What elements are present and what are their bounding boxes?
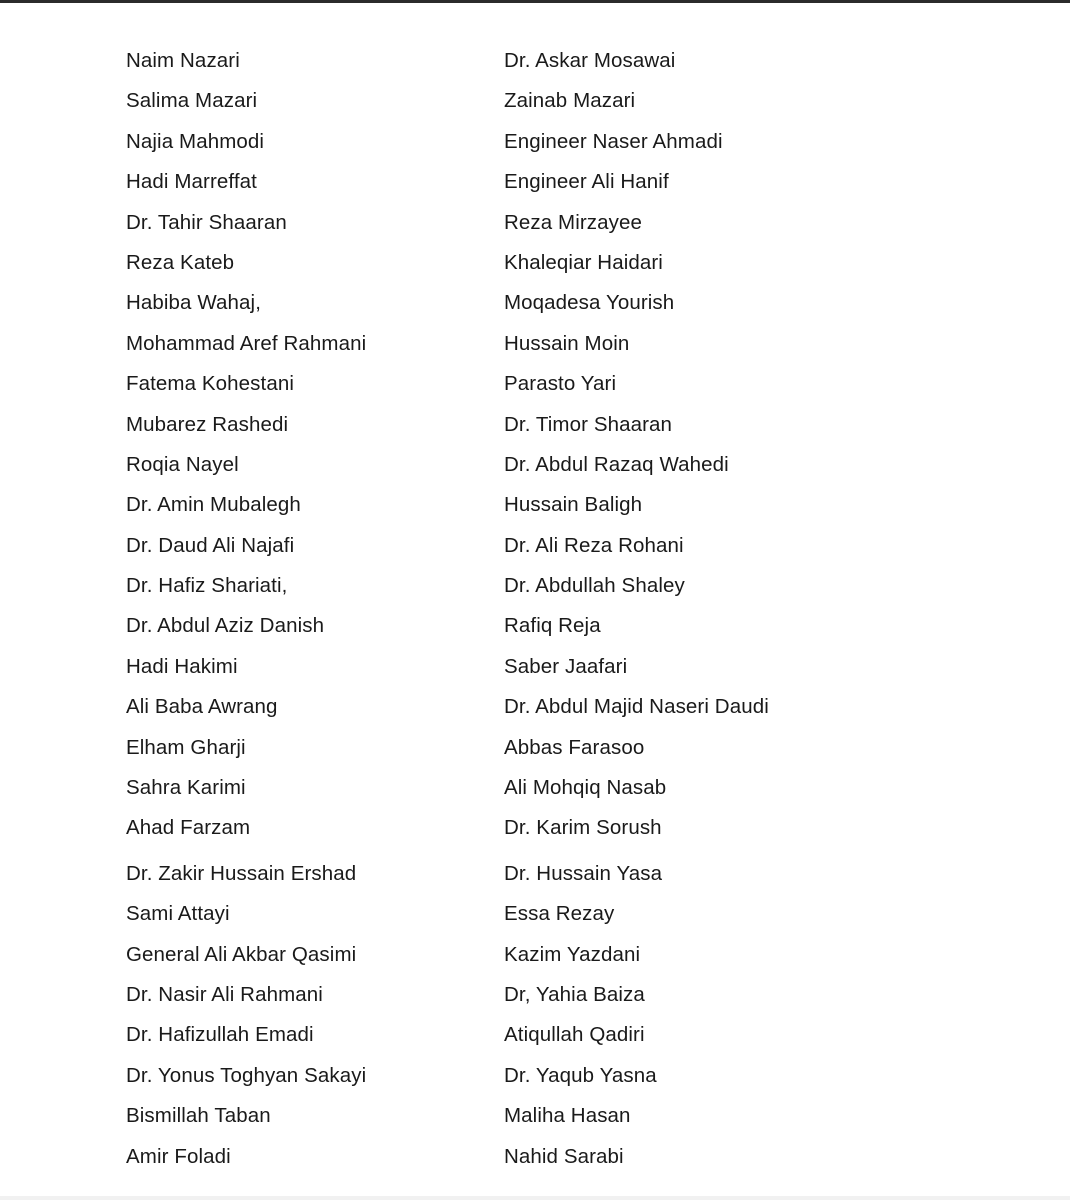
names-column-right bbox=[504, 44, 984, 1180]
name-item: Parasto Yari bbox=[504, 372, 617, 396]
name-item: Dr. Timor Shaaran bbox=[504, 412, 673, 436]
name-item: Dr. Abdul Aziz Danish bbox=[126, 614, 325, 638]
name-item: Atiqullah Qadiri bbox=[504, 1023, 645, 1047]
name-item: Hadi Hakimi bbox=[126, 654, 238, 678]
name-item: Dr. Amin Mubalegh bbox=[126, 493, 301, 517]
name-item: Moqadesa Yourish bbox=[504, 291, 675, 315]
name-item: Habiba Wahaj, bbox=[126, 291, 262, 315]
name-item: Dr. Askar Mosawai bbox=[504, 49, 676, 72]
name-item: Hadi Marreffat bbox=[126, 170, 257, 194]
name-item: Najia Mahmodi bbox=[126, 129, 265, 153]
name-item: Ahad Farzam bbox=[126, 816, 251, 840]
name-item: Sami Attayi bbox=[126, 902, 230, 926]
name-item: Saber Jaafari bbox=[504, 654, 628, 678]
name-item: Reza Kateb bbox=[126, 250, 235, 274]
name-item: Engineer Ali Hanif bbox=[504, 170, 669, 194]
name-item: Fatema Kohestani bbox=[126, 372, 294, 396]
name-item: Dr. Nasir Ali Rahmani bbox=[126, 983, 323, 1007]
name-item: Dr. Yonus Toghyan Sakayi bbox=[126, 1063, 367, 1087]
name-item: Dr. Hafiz Shariati, bbox=[126, 574, 288, 598]
name-item: Mohammad Aref Rahmani bbox=[126, 331, 367, 355]
name-item: Elham Gharji bbox=[126, 735, 246, 759]
name-item: Maliha Hasan bbox=[504, 1104, 631, 1128]
name-item: Nahid Sarabi bbox=[504, 1144, 624, 1168]
name-item: Dr. Karim Sorush bbox=[504, 816, 662, 840]
name-item: Mubarez Rashedi bbox=[126, 412, 289, 436]
name-item: Dr. Hussain Yasa bbox=[504, 861, 663, 885]
name-item: Dr. Tahir Shaaran bbox=[126, 210, 287, 234]
name-item: Khaleqiar Haidari bbox=[504, 250, 663, 274]
bottom-edge bbox=[0, 1196, 1070, 1200]
name-item: Roqia Nayel bbox=[126, 452, 239, 476]
name-item: Dr, Yahia Baiza bbox=[504, 983, 645, 1007]
name-item: Ali Baba Awrang bbox=[126, 695, 278, 719]
name-item: Dr. Daud Ali Najafi bbox=[126, 533, 295, 557]
name-item: Abbas Farasoo bbox=[504, 735, 645, 759]
name-item: Rafiq Reja bbox=[504, 614, 601, 638]
name-item: Salima Mazari bbox=[126, 89, 258, 113]
name-item: Dr. Hafizullah Emadi bbox=[126, 1023, 314, 1047]
name-item: Bismillah Taban bbox=[126, 1104, 271, 1128]
name-item: Dr. Abdul Razaq Wahedi bbox=[504, 452, 729, 476]
name-item: Reza Mirzayee bbox=[504, 210, 643, 234]
name-item: Kazim Yazdani bbox=[504, 942, 641, 966]
name-item: Zainab Mazari bbox=[504, 89, 636, 113]
name-item: Engineer Naser Ahmadi bbox=[504, 129, 723, 153]
name-item: Dr. Abdul Majid Naseri Daudi bbox=[504, 695, 769, 719]
name-item: Hussain Moin bbox=[504, 331, 630, 355]
name-item: Hussain Baligh bbox=[504, 493, 643, 517]
name-item: Amir Foladi bbox=[126, 1144, 231, 1168]
name-item: Naim Nazari bbox=[126, 49, 240, 72]
name-item: Dr. Ali Reza Rohani bbox=[504, 533, 684, 557]
names-column-left bbox=[126, 44, 486, 1180]
name-item: Dr. Abdullah Shaley bbox=[504, 574, 685, 598]
name-item: Dr. Yaqub Yasna bbox=[504, 1063, 657, 1087]
name-item: General Ali Akbar Qasimi bbox=[126, 942, 357, 966]
name-item: Dr. Zakir Hussain Ershad bbox=[126, 861, 357, 885]
name-item: Sahra Karimi bbox=[126, 776, 246, 800]
top-border-line bbox=[0, 0, 1070, 3]
name-item: Ali Mohqiq Nasab bbox=[504, 776, 667, 800]
name-item: Essa Rezay bbox=[504, 902, 615, 926]
